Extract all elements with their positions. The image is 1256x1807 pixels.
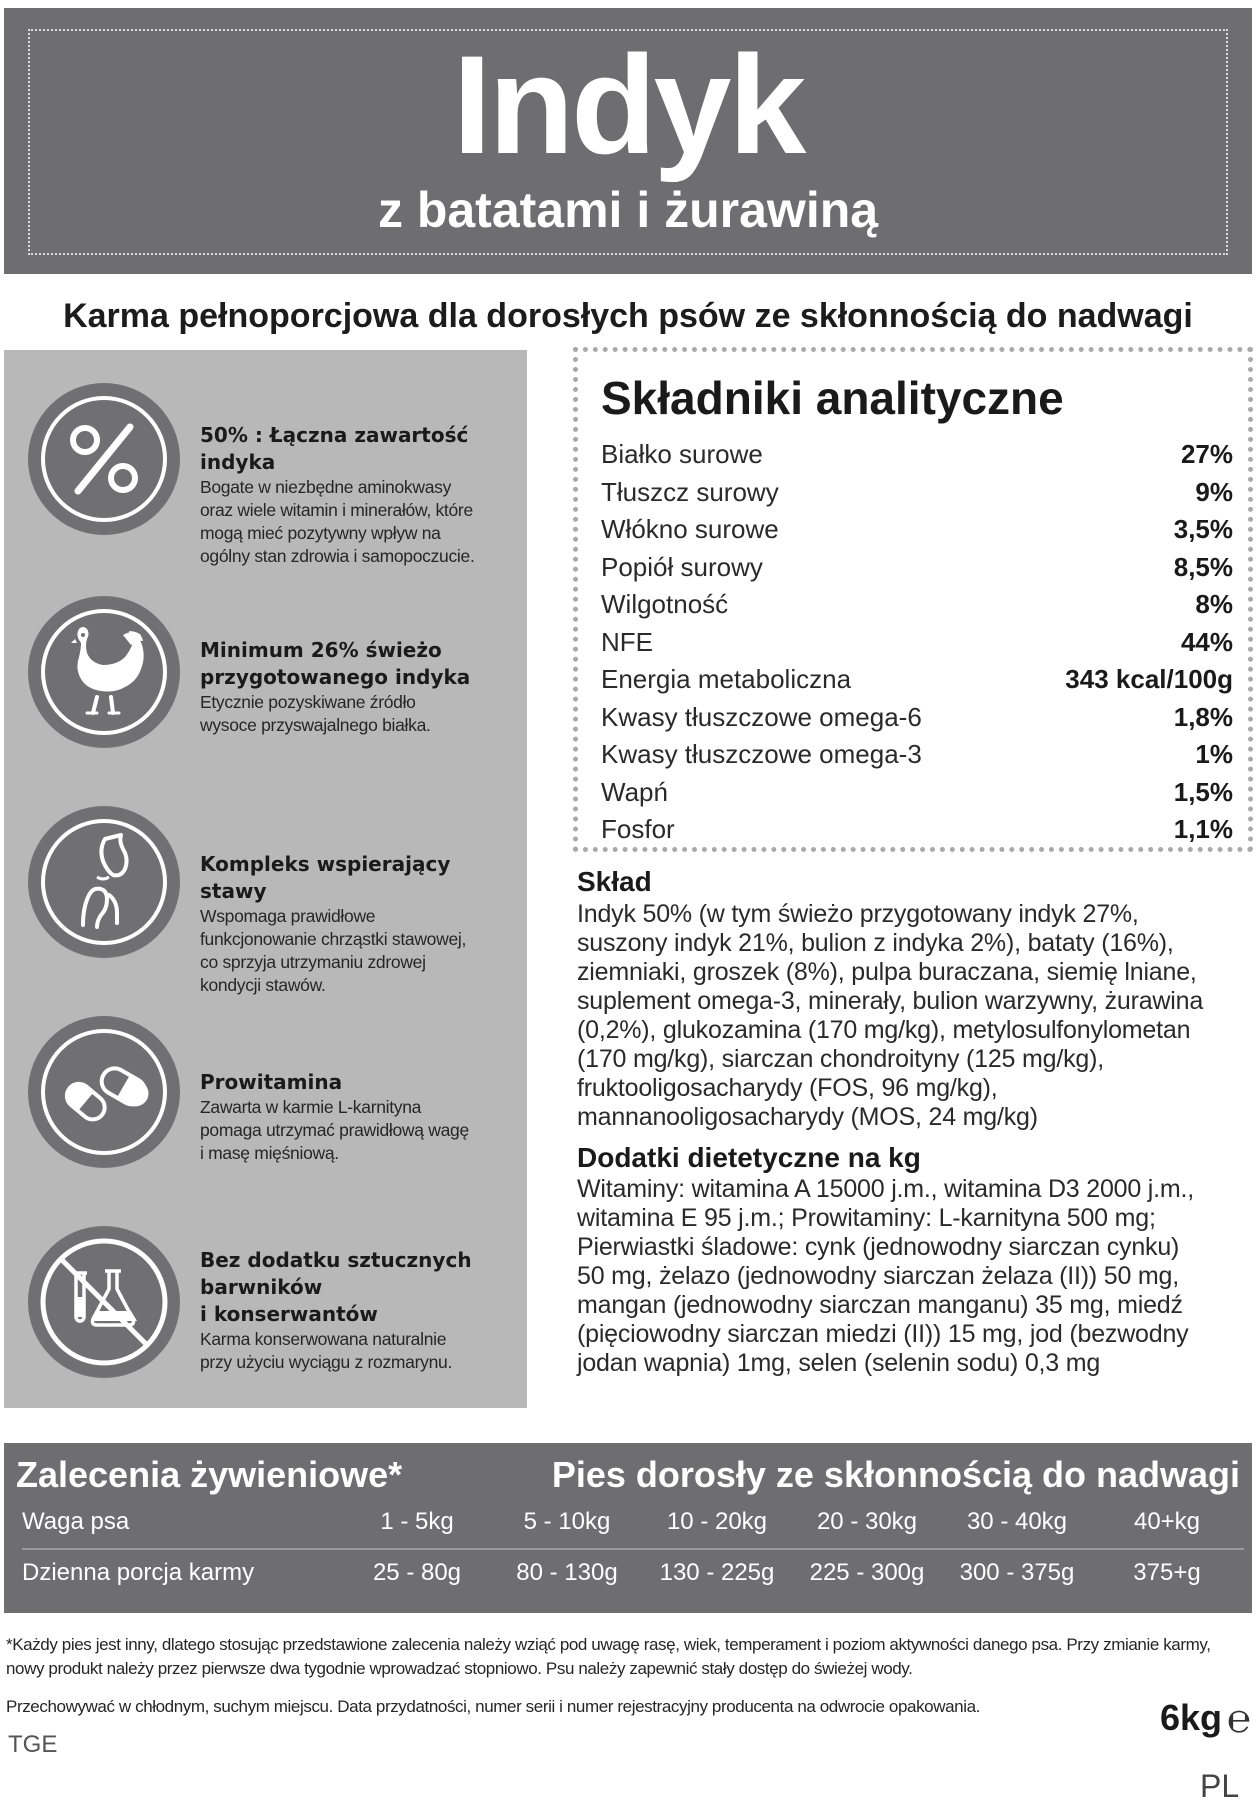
row-label: Kwasy tłuszczowe omega-3 (601, 739, 922, 770)
feature-desc: pomaga utrzymać prawidłową wagę (200, 1120, 469, 1140)
table-row (601, 811, 1233, 849)
row-label: NFE (601, 626, 653, 657)
feature-desc: i masę mięśniową. (200, 1143, 339, 1163)
estimated-sign-icon: ℮ (1227, 1696, 1252, 1742)
feature-title: 50% : Łączna zawartość (200, 423, 469, 447)
table-cell: 30 - 40kg (966, 1508, 1068, 1535)
table-row (601, 736, 1233, 774)
no-chemicals-icon (27, 1225, 181, 1379)
features-panel (4, 350, 527, 1408)
feature-title: indyka (200, 450, 276, 474)
tge-label: TGE (8, 1731, 58, 1758)
row-label: Włókno surowe (601, 514, 779, 545)
composition-text (577, 900, 1253, 1132)
feature-title: Kompleks wspierający (200, 852, 451, 876)
table-cell: 10 - 20kg (666, 1508, 768, 1535)
row-value: 44% (1180, 626, 1233, 657)
feature-desc: funkcjonowanie chrząstki stawowej, (200, 929, 467, 949)
language-code: PL (1200, 1768, 1240, 1804)
feature-desc: ogólny stan zdrowia i samopoczucie. (200, 546, 475, 566)
row-label: Dzienna porcja karmy (22, 1559, 255, 1586)
table-row (601, 586, 1233, 624)
table-row (601, 511, 1233, 549)
feature-title: barwników (200, 1275, 323, 1299)
feature-desc: Karma konserwowana naturalnie (200, 1329, 447, 1349)
table-row (601, 624, 1233, 662)
row-value: 8,5% (1173, 551, 1233, 582)
feature-desc: przy użyciu wyciągu z rozmarynu. (200, 1352, 453, 1372)
text-line: witamina E 95 j.m.; Prowitaminy: L-karnityna 500 mg; (577, 1204, 1156, 1232)
text-line: fruktooligosacharydy (FOS, 96 mg/kg), (577, 1074, 998, 1102)
feature-desc: mogą mieć pozytywny wpływ na (200, 523, 441, 543)
composition-title: Skład (577, 866, 652, 897)
row-value: 8% (1195, 589, 1233, 620)
additives-title: Dodatki dietetyczne na kg (577, 1142, 921, 1173)
table-cell: 20 - 30kg (816, 1508, 918, 1535)
text-line: mannanooligosacharydy (MOS, 24 mg/kg) (577, 1103, 1038, 1131)
table-row (601, 436, 1233, 474)
table-row (601, 474, 1233, 512)
text-line: ziemniaki, groszek (8%), pulpa buraczana, siemię lniane, (577, 958, 1197, 986)
row-label: Wilgotność (601, 589, 729, 620)
table-row (22, 1500, 1244, 1544)
feature-desc: oraz wiele witamin i minerałów, które (200, 500, 473, 520)
row-label: Popiół surowy (601, 551, 763, 582)
row-value: 27% (1180, 439, 1233, 470)
text-line: suplement omega-3, minerały, bulion warzywny, żurawina (577, 987, 1204, 1015)
feature-desc: kondycji stawów. (200, 975, 326, 995)
text-line: (pięciowodny siarczan miedzi (II)) 15 mg, jod (bezwodny (577, 1320, 1189, 1348)
storage-note: Przechowywać w chłodnym, suchym miejscu. Data przydatności, numer serii i numer rejestracyjny producenta na odwrocie opakowania. (6, 1697, 980, 1716)
table-row (601, 549, 1233, 587)
table-cell: 225 - 300g (809, 1559, 925, 1586)
table-cell: 40+kg (1133, 1508, 1201, 1535)
row-value: 343 kcal/100g (1065, 664, 1233, 695)
text-line: suszony indyk 21%, bulion z indyka 2%), bataty (16%), (577, 929, 1174, 957)
table-cell: 300 - 375g (959, 1559, 1075, 1586)
table-cell: 25 - 80g (372, 1559, 462, 1586)
feature-desc: Bogate w niezbędne aminokwasy (200, 477, 452, 497)
table-row (601, 699, 1233, 737)
row-label: Wapń (601, 776, 668, 807)
analytical-constituents-box (573, 347, 1253, 852)
feeding-guidelines-table (4, 1443, 1252, 1613)
table-cell: 1 - 5kg (380, 1508, 454, 1535)
feature-title: stawy (200, 879, 267, 903)
row-label: Tłuszcz surowy (601, 476, 779, 507)
feature-desc: co sprzyja utrzymaniu zdrowej (200, 952, 426, 972)
table-cell: 375+g (1133, 1559, 1201, 1586)
text-line: 50 mg, żelazo (jednowodny siarczan żelaza (II)) 50 mg, (577, 1262, 1179, 1290)
row-divider (22, 1548, 1244, 1550)
row-value: 1% (1195, 739, 1233, 770)
text-line: Witaminy: witamina A 15000 j.m., witamina D3 2000 j.m., (577, 1175, 1195, 1203)
feature-title: przygotowanego indyka (200, 665, 471, 689)
additives-text (577, 1175, 1253, 1378)
text-line: Pierwiastki śladowe: cynk (jednowodny siarczan cynku) (577, 1233, 1180, 1261)
joint-icon (27, 805, 181, 959)
table-cell: 5 - 10kg (523, 1508, 611, 1535)
row-label: Białko surowe (601, 439, 763, 470)
feeding-title: Zalecenia żywieniowe* (16, 1454, 403, 1495)
text-line: mangan (jednowodny siarczan manganu) 35 mg, miedź (577, 1291, 1183, 1319)
capsules-icon (27, 1015, 181, 1169)
feeding-subtitle: Pies dorosły ze skłonnością do nadwagi (551, 1454, 1240, 1495)
analytics-title: Składniki analityczne (601, 372, 1064, 424)
table-row (22, 1551, 1244, 1595)
table-cell: 130 - 225g (659, 1559, 775, 1586)
row-value: 1,1% (1173, 814, 1233, 845)
footnote: *Każdy pies jest inny, dlatego stosując przedstawione zalecenia należy wziąć pod uwagę rasę, wiek, temperament i poziom aktywności danego psa. Przy zmianie karmy, nowy produkt należy przez pierwsze dwa tygodnie wprowadzać stopniowo. Psu należy zapewnić stały dostęp do świeżej wody. (6, 1635, 1211, 1678)
row-label: Energia metaboliczna (601, 664, 852, 695)
row-label: Waga psa (22, 1508, 130, 1535)
feature-desc: Zawarta w karmie L-karnityna (200, 1097, 422, 1117)
tagline: Karma pełnoporcjowa dla dorosłych psów ze skłonnością do nadwagi (63, 297, 1193, 335)
row-value: 1,5% (1173, 776, 1233, 807)
product-title: Indyk (452, 26, 804, 183)
feature-desc: wysoce przyswajalnego białka. (200, 715, 431, 735)
text-line: (0,2%), glukozamina (170 mg/kg), metylosulfonylometan (577, 1016, 1191, 1044)
feature-desc: Wspomaga prawidłowe (200, 906, 376, 926)
text-line: Indyk 50% (w tym świeżo przygotowany indyk 27%, (577, 900, 1139, 928)
feature-desc: Etycznie pozyskiwane źródło (200, 692, 416, 712)
feature-title: i konserwantów (200, 1302, 378, 1326)
feature-title: Prowitamina (200, 1070, 343, 1094)
row-value: 9% (1195, 476, 1233, 507)
feature-title: Bez dodatku sztucznych (200, 1248, 472, 1272)
net-weight: 6kg (1160, 1697, 1223, 1738)
row-label: Kwasy tłuszczowe omega-6 (601, 701, 922, 732)
text-line: jodan wapnia) 1mg, selen (selenin sodu) 0,3 mg (577, 1349, 1101, 1377)
turkey-icon (27, 595, 181, 749)
header-banner (4, 8, 1252, 274)
product-subtitle: z batatami i żurawiną (377, 182, 879, 238)
text-line: (170 mg/kg), siarczan chondroityny (125 mg/kg), (577, 1045, 1104, 1073)
feature-title: Minimum 26% świeżo (200, 638, 442, 662)
row-value: 3,5% (1173, 514, 1233, 545)
row-value: 1,8% (1173, 701, 1233, 732)
table-cell: 80 - 130g (516, 1559, 618, 1586)
analytics-table (601, 436, 1233, 849)
percent-icon (27, 382, 181, 536)
row-label: Fosfor (601, 814, 675, 845)
table-row (601, 661, 1233, 699)
table-row (601, 774, 1233, 812)
